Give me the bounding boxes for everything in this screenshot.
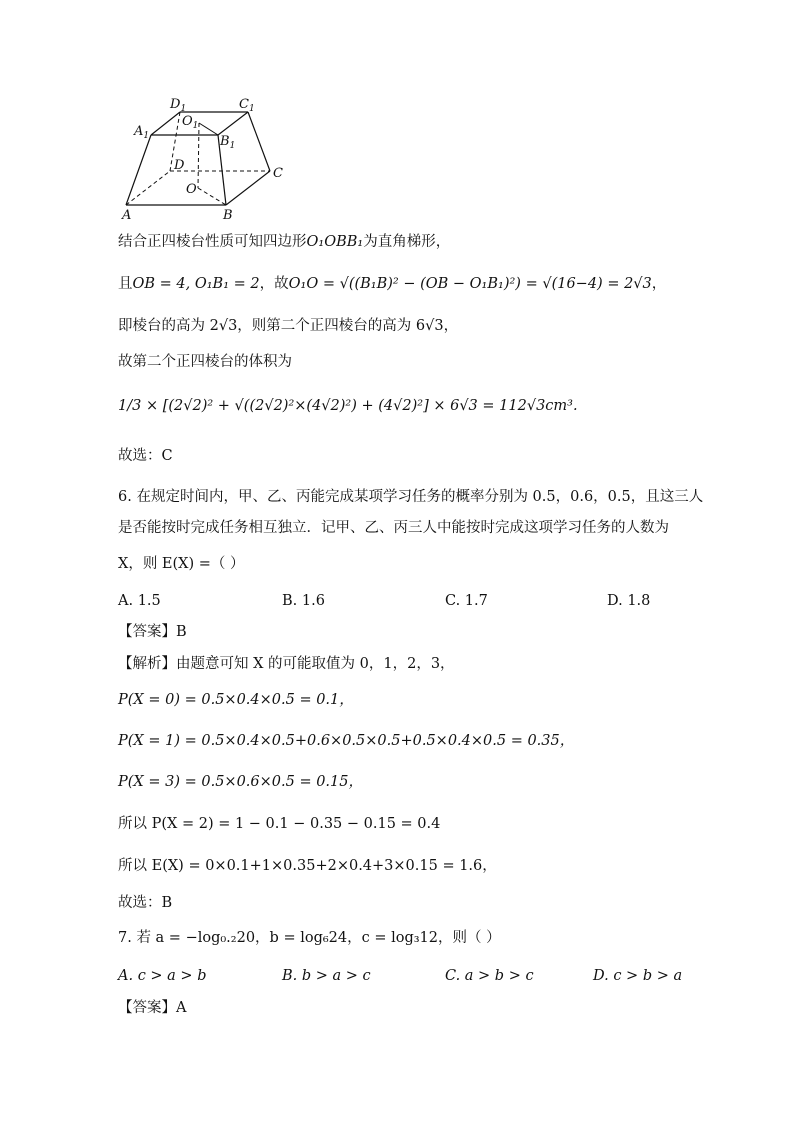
q7-option-d[interactable]: D. c > b > a [593,968,683,984]
label-b: B [223,208,233,220]
height-calculation: 且OB = 4, O₁B₁ = 2，故O₁O = √((B₁B)² − (OB − O₁B₁)²) = √(16−4) = 2√3， [118,276,667,292]
label-a1: $A_1$ [134,124,150,141]
q7-answer: 【答案】A [118,1000,187,1016]
label-c1: $C_1$ [239,97,255,114]
q6-option-d[interactable]: D. 1.8 [607,593,651,609]
q7-stem: 7. 若 a = −log₀.₂20，b = log₆24，c = log₃12，则（ ） [118,930,501,946]
label-d1: $D_1$ [170,97,187,114]
q6-option-c[interactable]: C. 1.7 [445,593,488,609]
volume-intro: 故第二个正四棱台的体积为 [118,354,292,370]
prob-x2: 所以 P(X = 2) = 1 − 0.1 − 0.35 − 0.15 = 0.4 [118,816,441,832]
q7-option-a[interactable]: A. c > a > b [118,968,207,984]
frustum-heights: 即棱台的高为 2√3，则第二个正四棱台的高为 6√3， [118,318,459,334]
q6-answer: 【答案】B [118,624,187,640]
q6-line-2: 是否能按时完成任务相互独立．记甲、乙、丙三人中能按时完成这项学习任务的人数为 [118,520,669,536]
label-a: A [122,208,132,220]
q7-option-b[interactable]: B. b > a > c [282,968,371,984]
volume-formula: 1/3 × [(2√2)² + √((2√2)²×(4√2)²) + (4√2)²] × 6√3 = 112√3cm³. [118,398,578,414]
frustum-figure [118,95,318,220]
prob-x1: P(X = 1) = 0.5×0.4×0.5+0.6×0.5×0.5+0.5×0.4×0.5 = 0.35， [118,733,575,749]
prob-x0: P(X = 0) = 0.5×0.4×0.5 = 0.1， [118,692,354,708]
label-o1: $O_1$ [182,114,199,131]
q6-line-1: 6. 在规定时间内，甲、乙、丙能完成某项学习任务的概率分别为 0.5，0.6，0.5，且这三人 [118,489,704,505]
label-d: D [174,158,185,173]
q6-line-3: X，则 E(X) =（ ） [118,556,245,572]
q6-analysis: 【解析】由题意可知 X 的可能取值为 0，1，2，3， [118,656,455,672]
prob-x3: P(X = 3) = 0.5×0.6×0.5 = 0.15， [118,774,363,790]
trapezoid-statement: 结合正四棱台性质可知四边形O₁OBB₁为直角梯形， [118,234,451,250]
choose-b: 故选：B [118,895,173,911]
expectation: 所以 E(X) = 0×0.1+1×0.35+2×0.4+3×0.15 = 1.6， [118,858,497,874]
choose-c: 故选：C [118,448,173,464]
label-c: C [273,166,283,181]
label-b1: $B_1$ [220,134,236,151]
q6-option-a[interactable]: A. 1.5 [118,593,161,609]
q7-option-c[interactable]: C. a > b > c [445,968,534,984]
q6-option-b[interactable]: B. 1.6 [282,593,325,609]
label-o: O [186,182,197,197]
